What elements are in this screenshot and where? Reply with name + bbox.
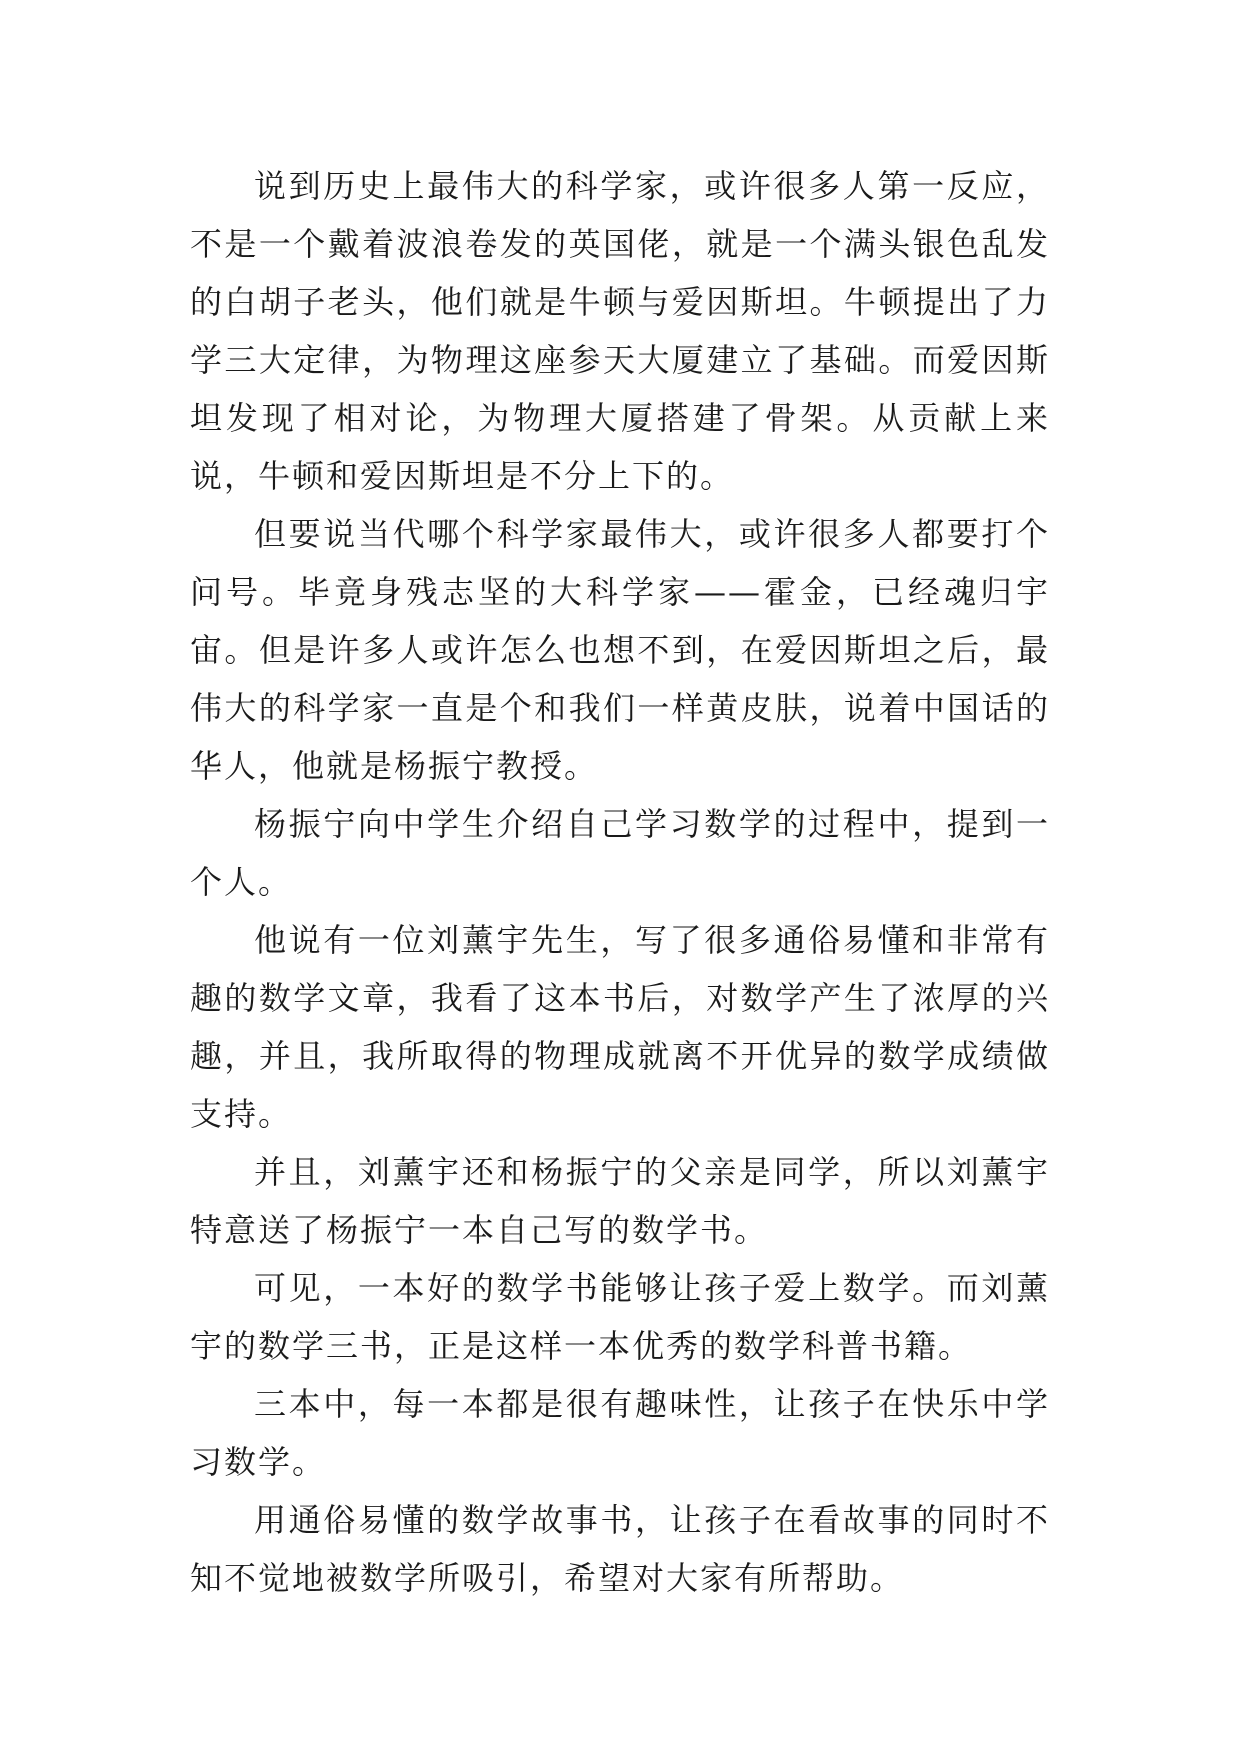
paragraph: 说到历史上最伟大的科学家，或许很多人第一反应，不是一个戴着波浪卷发的英国佬，就是一个满头银色乱发的白胡子老头，他们就是牛顿与爱因斯坦。牛顿提出了力学三大定律，为物理这座参天大厦建立了基础。而爱因斯坦发现了相对论，为物理大厦搭建了骨架。从贡献上来说，牛顿和爱因斯坦是不分上下的。 (190, 167, 1050, 495)
paragraph: 可见，一本好的数学书能够让孩子爱上数学。而刘薰宇的数学三书，正是这样一本优秀的数学科普书籍。 (190, 1269, 1050, 1365)
paragraph: 他说有一位刘薰宇先生，写了很多通俗易懂和非常有趣的数学文章，我看了这本书后，对数学产生了浓厚的兴趣，并且，我所取得的物理成就离不开优异的数学成绩做支持。 (190, 921, 1050, 1133)
paragraph: 三本中，每一本都是很有趣味性，让孩子在快乐中学习数学。 (190, 1385, 1050, 1481)
paragraph: 用通俗易懂的数学故事书，让孩子在看故事的同时不知不觉地被数学所吸引，希望对大家有所帮助。 (190, 1501, 1050, 1597)
paragraph: 杨振宁向中学生介绍自己学习数学的过程中，提到一个人。 (190, 805, 1050, 901)
paragraph: 并且，刘薰宇还和杨振宁的父亲是同学，所以刘薰宇特意送了杨振宁一本自己写的数学书。 (190, 1153, 1050, 1249)
document-body (190, 157, 1050, 1607)
paragraph: 但要说当代哪个科学家最伟大，或许很多人都要打个问号。毕竟身残志坚的大科学家——霍金，已经魂归宇宙。但是许多人或许怎么也想不到，在爱因斯坦之后，最伟大的科学家一直是个和我们一样黄皮肤，说着中国话的华人，他就是杨振宁教授。 (190, 515, 1050, 785)
